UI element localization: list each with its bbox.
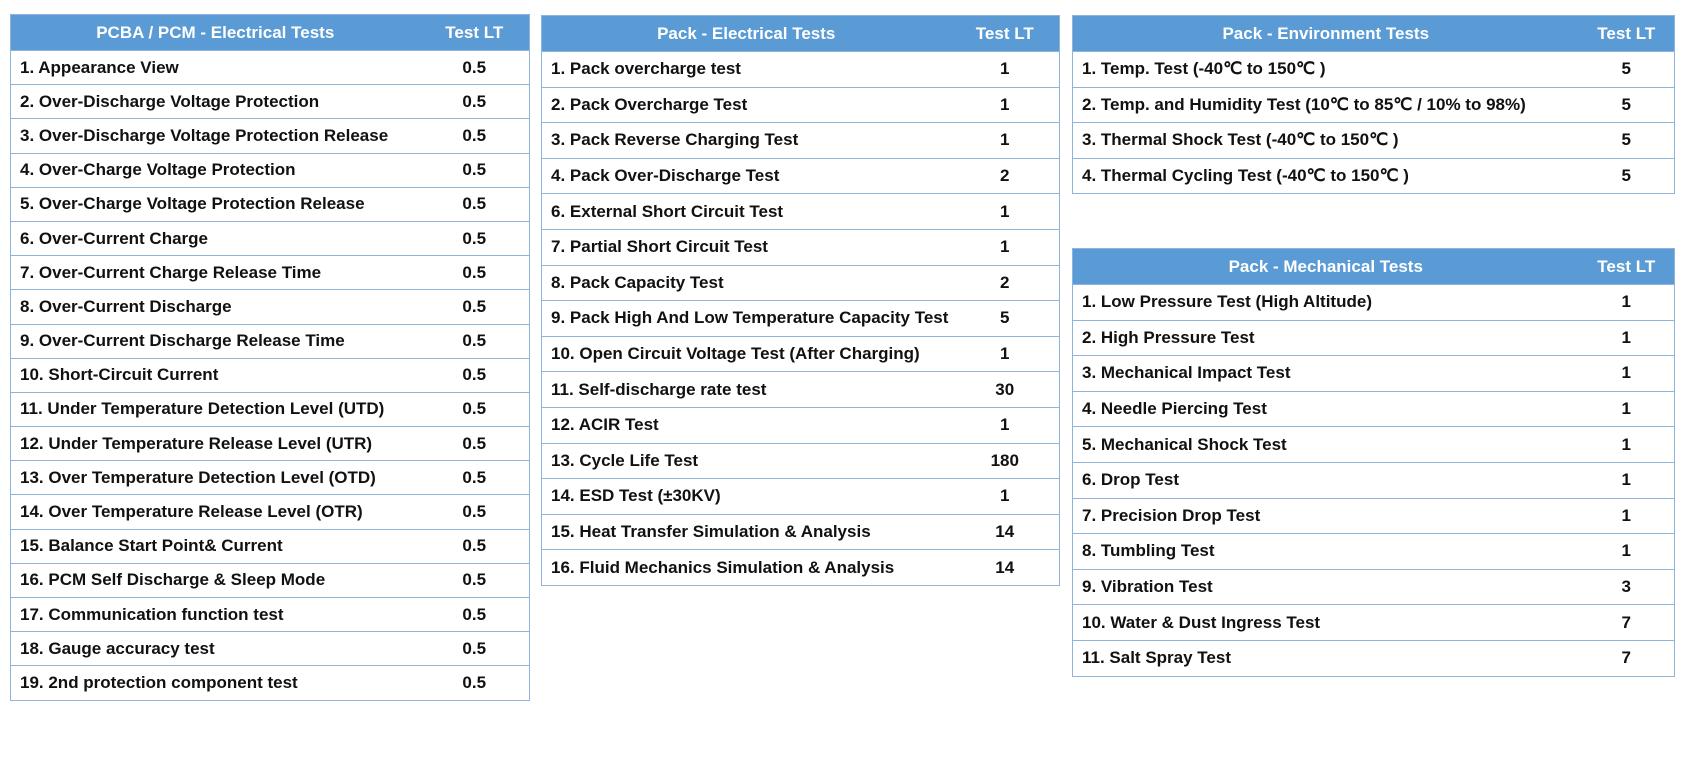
table-row bbox=[542, 123, 1060, 159]
test-name: 16. Fluid Mechanics Simulation & Analysis bbox=[542, 550, 951, 586]
test-lt-value: 1 bbox=[951, 229, 1060, 265]
table-row bbox=[11, 598, 530, 632]
test-name: 17. Communication function test bbox=[11, 598, 420, 632]
test-name: 1. Pack overcharge test bbox=[542, 52, 951, 88]
test-lt-value: 5 bbox=[1579, 123, 1675, 159]
test-name: 5. Over-Charge Voltage Protection Release bbox=[11, 187, 420, 221]
test-name: 12. ACIR Test bbox=[542, 407, 951, 443]
test-name: 15. Heat Transfer Simulation & Analysis bbox=[542, 514, 951, 550]
test-lt-value: 14 bbox=[951, 514, 1060, 550]
test-name: 9. Over-Current Discharge Release Time bbox=[11, 324, 420, 358]
test-name: 19. 2nd protection component test bbox=[11, 666, 420, 700]
table-row bbox=[11, 529, 530, 563]
table-row bbox=[1073, 427, 1675, 463]
test-lt-value: 1 bbox=[1579, 356, 1675, 392]
test-name: 3. Over-Discharge Voltage Protection Release bbox=[11, 119, 420, 153]
test-lt-value: 0.5 bbox=[420, 85, 530, 119]
test-lt-value: 3 bbox=[1579, 569, 1675, 605]
table-row bbox=[542, 443, 1060, 479]
table-title: Pack - Mechanical Tests bbox=[1073, 249, 1579, 285]
test-lt-value: 5 bbox=[951, 301, 1060, 337]
table-row bbox=[542, 514, 1060, 550]
test-lt-header: Test LT bbox=[1579, 16, 1675, 52]
test-lt-value: 0.5 bbox=[420, 632, 530, 666]
table-row bbox=[1073, 123, 1675, 159]
table-row bbox=[542, 158, 1060, 194]
table-row bbox=[1073, 498, 1675, 534]
table-row bbox=[1073, 605, 1675, 641]
table-row bbox=[11, 256, 530, 290]
table-row bbox=[542, 479, 1060, 515]
table-row bbox=[1073, 158, 1675, 194]
test-lt-value: 0.5 bbox=[420, 119, 530, 153]
test-lt-value: 180 bbox=[951, 443, 1060, 479]
test-name: 10. Short-Circuit Current bbox=[11, 358, 420, 392]
table-row bbox=[11, 324, 530, 358]
test-name: 7. Precision Drop Test bbox=[1073, 498, 1579, 534]
test-name: 2. Over-Discharge Voltage Protection bbox=[11, 85, 420, 119]
table-row bbox=[542, 194, 1060, 230]
test-name: 11. Self-discharge rate test bbox=[542, 372, 951, 408]
table-row bbox=[542, 229, 1060, 265]
pack-electrical-tests-table bbox=[541, 15, 1060, 586]
table-row bbox=[1073, 569, 1675, 605]
test-name: 11. Under Temperature Detection Level (UTD) bbox=[11, 392, 420, 426]
pack-environment-tests-table bbox=[1072, 15, 1675, 194]
table-row bbox=[542, 265, 1060, 301]
test-lt-value: 5 bbox=[1579, 52, 1675, 88]
test-name: 14. ESD Test (±30KV) bbox=[542, 479, 951, 515]
table-row bbox=[542, 87, 1060, 123]
test-lt-header: Test LT bbox=[951, 16, 1060, 52]
table-row bbox=[11, 495, 530, 529]
test-name: 9. Pack High And Low Temperature Capacity Test bbox=[542, 301, 951, 337]
test-name: 7. Partial Short Circuit Test bbox=[542, 229, 951, 265]
table-row bbox=[542, 407, 1060, 443]
test-lt-value: 2 bbox=[951, 265, 1060, 301]
test-lt-value: 0.5 bbox=[420, 495, 530, 529]
test-lt-value: 0.5 bbox=[420, 290, 530, 324]
table-row bbox=[11, 119, 530, 153]
table-row bbox=[542, 336, 1060, 372]
test-lt-value: 0.5 bbox=[420, 563, 530, 597]
test-name: 4. Needle Piercing Test bbox=[1073, 391, 1579, 427]
test-name: 15. Balance Start Point& Current bbox=[11, 529, 420, 563]
test-name: 2. High Pressure Test bbox=[1073, 320, 1579, 356]
test-lt-value: 1 bbox=[951, 194, 1060, 230]
test-name: 8. Pack Capacity Test bbox=[542, 265, 951, 301]
test-lt-value: 1 bbox=[1579, 534, 1675, 570]
table-row bbox=[11, 392, 530, 426]
table-row bbox=[11, 358, 530, 392]
table-row bbox=[11, 632, 530, 666]
test-lt-value: 1 bbox=[1579, 427, 1675, 463]
test-name: 16. PCM Self Discharge & Sleep Mode bbox=[11, 563, 420, 597]
table-title: Pack - Environment Tests bbox=[1073, 16, 1579, 52]
test-name: 13. Cycle Life Test bbox=[542, 443, 951, 479]
test-name: 2. Temp. and Humidity Test (10℃ to 85℃ / 10% to 98%) bbox=[1073, 87, 1579, 123]
test-lt-value: 0.5 bbox=[420, 324, 530, 358]
table-row bbox=[1073, 534, 1675, 570]
table-row bbox=[11, 563, 530, 597]
test-lt-value: 5 bbox=[1579, 87, 1675, 123]
test-name: 8. Tumbling Test bbox=[1073, 534, 1579, 570]
test-lt-value: 0.5 bbox=[420, 598, 530, 632]
test-lt-value: 30 bbox=[951, 372, 1060, 408]
table-row bbox=[542, 52, 1060, 88]
test-name: 3. Thermal Shock Test (-40℃ to 150℃ ) bbox=[1073, 123, 1579, 159]
test-name: 7. Over-Current Charge Release Time bbox=[11, 256, 420, 290]
test-lt-value: 0.5 bbox=[420, 427, 530, 461]
test-name: 10. Open Circuit Voltage Test (After Charging) bbox=[542, 336, 951, 372]
table-row bbox=[11, 666, 530, 700]
test-lt-value: 5 bbox=[1579, 158, 1675, 194]
test-lt-value: 1 bbox=[951, 479, 1060, 515]
test-name: 6. Over-Current Charge bbox=[11, 221, 420, 255]
test-lt-value: 0.5 bbox=[420, 187, 530, 221]
test-lt-value: 0.5 bbox=[420, 51, 530, 85]
table-row bbox=[542, 550, 1060, 586]
table-row bbox=[11, 153, 530, 187]
test-name: 3. Pack Reverse Charging Test bbox=[542, 123, 951, 159]
table-row bbox=[1073, 320, 1675, 356]
test-lt-value: 0.5 bbox=[420, 256, 530, 290]
test-lt-value: 0.5 bbox=[420, 221, 530, 255]
table-row bbox=[542, 372, 1060, 408]
test-lt-value: 0.5 bbox=[420, 392, 530, 426]
test-lt-value: 2 bbox=[951, 158, 1060, 194]
table-row bbox=[1073, 356, 1675, 392]
test-lt-value: 1 bbox=[951, 52, 1060, 88]
table-row bbox=[1073, 52, 1675, 88]
test-lt-value: 1 bbox=[951, 336, 1060, 372]
test-name: 6. External Short Circuit Test bbox=[542, 194, 951, 230]
test-lt-value: 0.5 bbox=[420, 153, 530, 187]
table-row bbox=[11, 427, 530, 461]
test-name: 6. Drop Test bbox=[1073, 462, 1579, 498]
test-lt-value: 1 bbox=[1579, 285, 1675, 321]
pcba-pcm-electrical-tests-table bbox=[10, 14, 530, 701]
test-lt-value: 0.5 bbox=[420, 461, 530, 495]
table-title: Pack - Electrical Tests bbox=[542, 16, 951, 52]
test-lt-value: 1 bbox=[1579, 320, 1675, 356]
table-row bbox=[11, 51, 530, 85]
test-name: 8. Over-Current Discharge bbox=[11, 290, 420, 324]
test-name: 4. Pack Over-Discharge Test bbox=[542, 158, 951, 194]
test-name: 3. Mechanical Impact Test bbox=[1073, 356, 1579, 392]
test-lt-value: 7 bbox=[1579, 640, 1675, 676]
table-row bbox=[11, 187, 530, 221]
test-name: 2. Pack Overcharge Test bbox=[542, 87, 951, 123]
table-row bbox=[11, 290, 530, 324]
table-row bbox=[11, 85, 530, 119]
test-lt-value: 14 bbox=[951, 550, 1060, 586]
test-name: 10. Water & Dust Ingress Test bbox=[1073, 605, 1579, 641]
test-lt-header: Test LT bbox=[420, 15, 530, 51]
test-name: 11. Salt Spray Test bbox=[1073, 640, 1579, 676]
pack-mechanical-tests-table bbox=[1072, 248, 1675, 677]
table-row bbox=[1073, 391, 1675, 427]
test-lt-value: 0.5 bbox=[420, 529, 530, 563]
test-name: 14. Over Temperature Release Level (OTR) bbox=[11, 495, 420, 529]
test-lt-value: 0.5 bbox=[420, 666, 530, 700]
test-name: 9. Vibration Test bbox=[1073, 569, 1579, 605]
test-name: 1. Low Pressure Test (High Altitude) bbox=[1073, 285, 1579, 321]
test-lt-value: 1 bbox=[951, 87, 1060, 123]
test-name: 18. Gauge accuracy test bbox=[11, 632, 420, 666]
test-name: 5. Mechanical Shock Test bbox=[1073, 427, 1579, 463]
test-lt-value: 1 bbox=[951, 407, 1060, 443]
test-lt-value: 7 bbox=[1579, 605, 1675, 641]
test-name: 12. Under Temperature Release Level (UTR) bbox=[11, 427, 420, 461]
test-lt-value: 1 bbox=[1579, 498, 1675, 534]
test-name: 4. Thermal Cycling Test (-40℃ to 150℃ ) bbox=[1073, 158, 1579, 194]
test-lt-header: Test LT bbox=[1579, 249, 1675, 285]
table-row bbox=[11, 461, 530, 495]
table-row bbox=[1073, 462, 1675, 498]
table-title: PCBA / PCM - Electrical Tests bbox=[11, 15, 420, 51]
test-lt-value: 1 bbox=[1579, 391, 1675, 427]
test-lt-value: 1 bbox=[1579, 462, 1675, 498]
table-row bbox=[1073, 285, 1675, 321]
test-name: 4. Over-Charge Voltage Protection bbox=[11, 153, 420, 187]
test-name: 1. Appearance View bbox=[11, 51, 420, 85]
table-row bbox=[1073, 640, 1675, 676]
test-lt-value: 1 bbox=[951, 123, 1060, 159]
test-lt-value: 0.5 bbox=[420, 358, 530, 392]
table-row bbox=[1073, 87, 1675, 123]
table-row bbox=[542, 301, 1060, 337]
table-row bbox=[11, 221, 530, 255]
test-name: 1. Temp. Test (-40℃ to 150℃ ) bbox=[1073, 52, 1579, 88]
test-name: 13. Over Temperature Detection Level (OTD) bbox=[11, 461, 420, 495]
